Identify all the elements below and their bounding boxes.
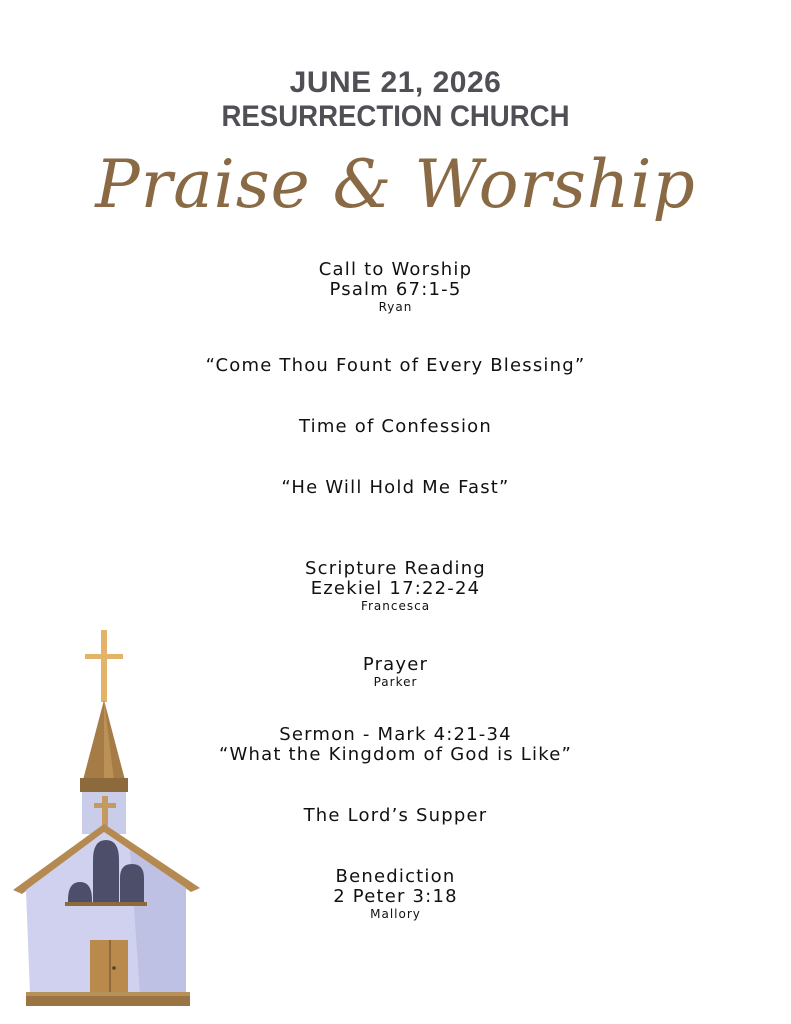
item-leader: Parker (373, 675, 418, 689)
item-subtitle: Ezekiel 17:22-24 (310, 578, 481, 599)
church-name: RESURRECTION CHURCH (221, 100, 570, 133)
item-leader: Francesca (360, 599, 431, 613)
item-title: Scripture Reading (305, 558, 486, 579)
item-title: Benediction (335, 866, 456, 887)
item-subtitle: Psalm 67:1-5 (329, 279, 462, 300)
program-item-call-to-worship (0, 260, 791, 314)
service-date: JUNE 21, 2026 (289, 66, 502, 99)
church-icon (10, 628, 205, 1013)
item-title: Sermon - Mark 4:21-34 (279, 724, 512, 745)
program-item-scripture-reading (0, 559, 791, 613)
item-subtitle: “What the Kingdom of God is Like” (218, 744, 573, 765)
item-title: Time of Confession (298, 416, 493, 437)
item-leader: Ryan (378, 300, 413, 314)
item-title: “He Will Hold Me Fast” (281, 477, 510, 498)
item-subtitle: 2 Peter 3:18 (333, 886, 458, 907)
item-title: The Lord’s Supper (303, 805, 488, 826)
program-item-confession (0, 417, 791, 437)
program-item-hymn-2 (0, 478, 791, 498)
item-title: “Come Thou Fount of Every Blessing” (205, 355, 586, 376)
item-title: Call to Worship (318, 259, 473, 280)
item-leader: Mallory (370, 907, 421, 921)
item-title: Prayer (362, 654, 429, 675)
program-item-hymn-1 (0, 356, 791, 376)
page-title: Praise & Worship (95, 146, 696, 223)
